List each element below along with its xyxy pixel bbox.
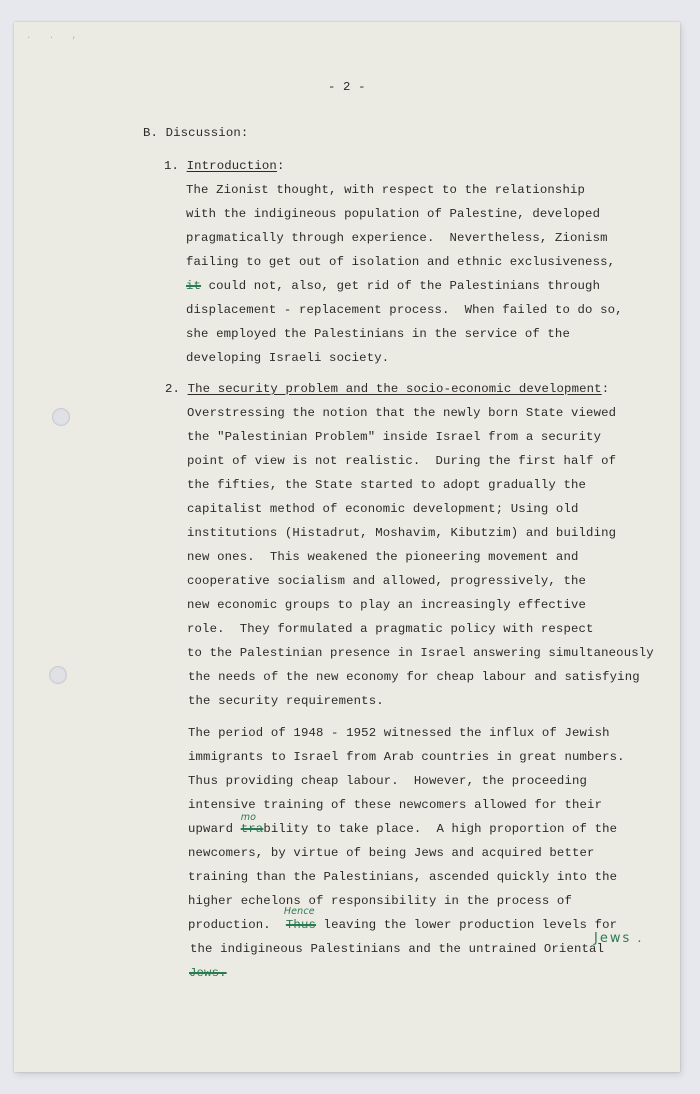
item1-line: with the indigineous population of Palestine, developed — [186, 207, 601, 221]
item1-line: The Zionist thought, with respect to the relationship — [186, 183, 586, 197]
item1-line-corrected — [186, 279, 600, 293]
item2-line: to the Palestinian presence in Israel answering simultaneously — [187, 646, 654, 660]
para3-line-corrected — [188, 906, 618, 932]
line-text: production. — [188, 918, 286, 932]
item2-line: point of view is not realistic. During the first half of — [187, 454, 617, 468]
paper-specks: . . , — [26, 31, 84, 41]
item2-line: the needs of the new economy for cheap labour and satisfying — [188, 670, 640, 684]
item2-line: institutions (Histadrut, Moshavim, Kibutzim) and building — [187, 526, 617, 540]
line-text: could not, also, get rid of the Palestinians through — [201, 279, 601, 293]
punch-hole-upper — [52, 408, 70, 426]
item2-line: cooperative socialism and allowed, progressively, the — [187, 574, 587, 588]
item2-colon: : — [601, 382, 610, 396]
para3-line: Thus providing cheap labour. However, the proceeding — [188, 774, 588, 788]
handwritten-insert: mo — [240, 812, 257, 823]
struck-word: Jews. — [189, 966, 227, 980]
punch-hole-lower — [49, 666, 67, 684]
para3-line-corrected — [188, 812, 618, 836]
struck-word: Thus — [285, 918, 317, 932]
para3-line: higher echelons of responsibility in the process of — [188, 894, 572, 908]
section-heading — [143, 126, 248, 140]
line-text: upward — [188, 822, 241, 836]
item2-line: capitalist method of economic development; Using old — [187, 502, 579, 516]
section-heading-stop: : — [240, 126, 249, 140]
para3-line: newcomers, by virtue of being Jews and acquired better — [188, 846, 595, 860]
para3-line: The period of 1948 - 1952 witnessed the influx of Jewish — [188, 726, 610, 740]
struck-word: it — [186, 279, 202, 293]
handwritten-insert: Hence — [283, 906, 315, 917]
line-text: leaving the lower production levels for — [316, 918, 618, 932]
item2-line: the security requirements. — [188, 694, 384, 708]
item1-line: pragmatically through experience. Nevertheless, Zionism — [186, 231, 608, 245]
item2-title: The security problem and the socio-economic development — [187, 382, 602, 396]
item2-number: 2. — [165, 382, 188, 396]
item1-number: 1. — [164, 159, 187, 173]
item2-line: the fifties, the State started to adopt gradually the — [187, 478, 587, 492]
item2-line: role. They formulated a pragmatic policy with respect — [187, 622, 594, 636]
para3-line: training than the Palestinians, ascended quickly into the — [188, 870, 618, 884]
item2-line: new ones. This weakened the pioneering movement and — [187, 550, 579, 564]
para3-line: immigrants to Israel from Arab countries in great numbers. — [188, 750, 625, 764]
handwritten-word: Jews . — [594, 931, 644, 946]
item1-line: failing to get out of isolation and ethnic exclusiveness, — [186, 255, 616, 269]
page-number: - 2 - — [328, 80, 366, 94]
item1-colon: : — [276, 159, 285, 173]
document-page — [14, 22, 680, 1072]
item2-line: new economic groups to play an increasingly effective — [187, 598, 587, 612]
item1-line: developing Israeli society. — [186, 351, 390, 365]
item2-line: Overstressing the notion that the newly born State viewed — [187, 406, 617, 420]
item2-line: the "Palestinian Problem" inside Israel from a security — [187, 430, 602, 444]
item1-line: displacement - replacement process. When failed to do so, — [186, 303, 623, 317]
item2-heading — [165, 382, 609, 396]
para3-line: intensive training of these newcomers allowed for their — [188, 798, 603, 812]
item1-line: she employed the Palestinians in the service of the — [186, 327, 570, 341]
item1-heading — [164, 159, 284, 173]
item1-title: Introduction — [186, 159, 277, 173]
struck-final-word — [189, 966, 227, 980]
line-text: bility to take place. A high proportion of the — [263, 822, 618, 836]
struck-word: tra — [240, 822, 264, 836]
para3-line: the indigineous Palestinians and the untrained Oriental — [190, 942, 605, 956]
section-heading-text: B. Discussion — [143, 126, 241, 140]
